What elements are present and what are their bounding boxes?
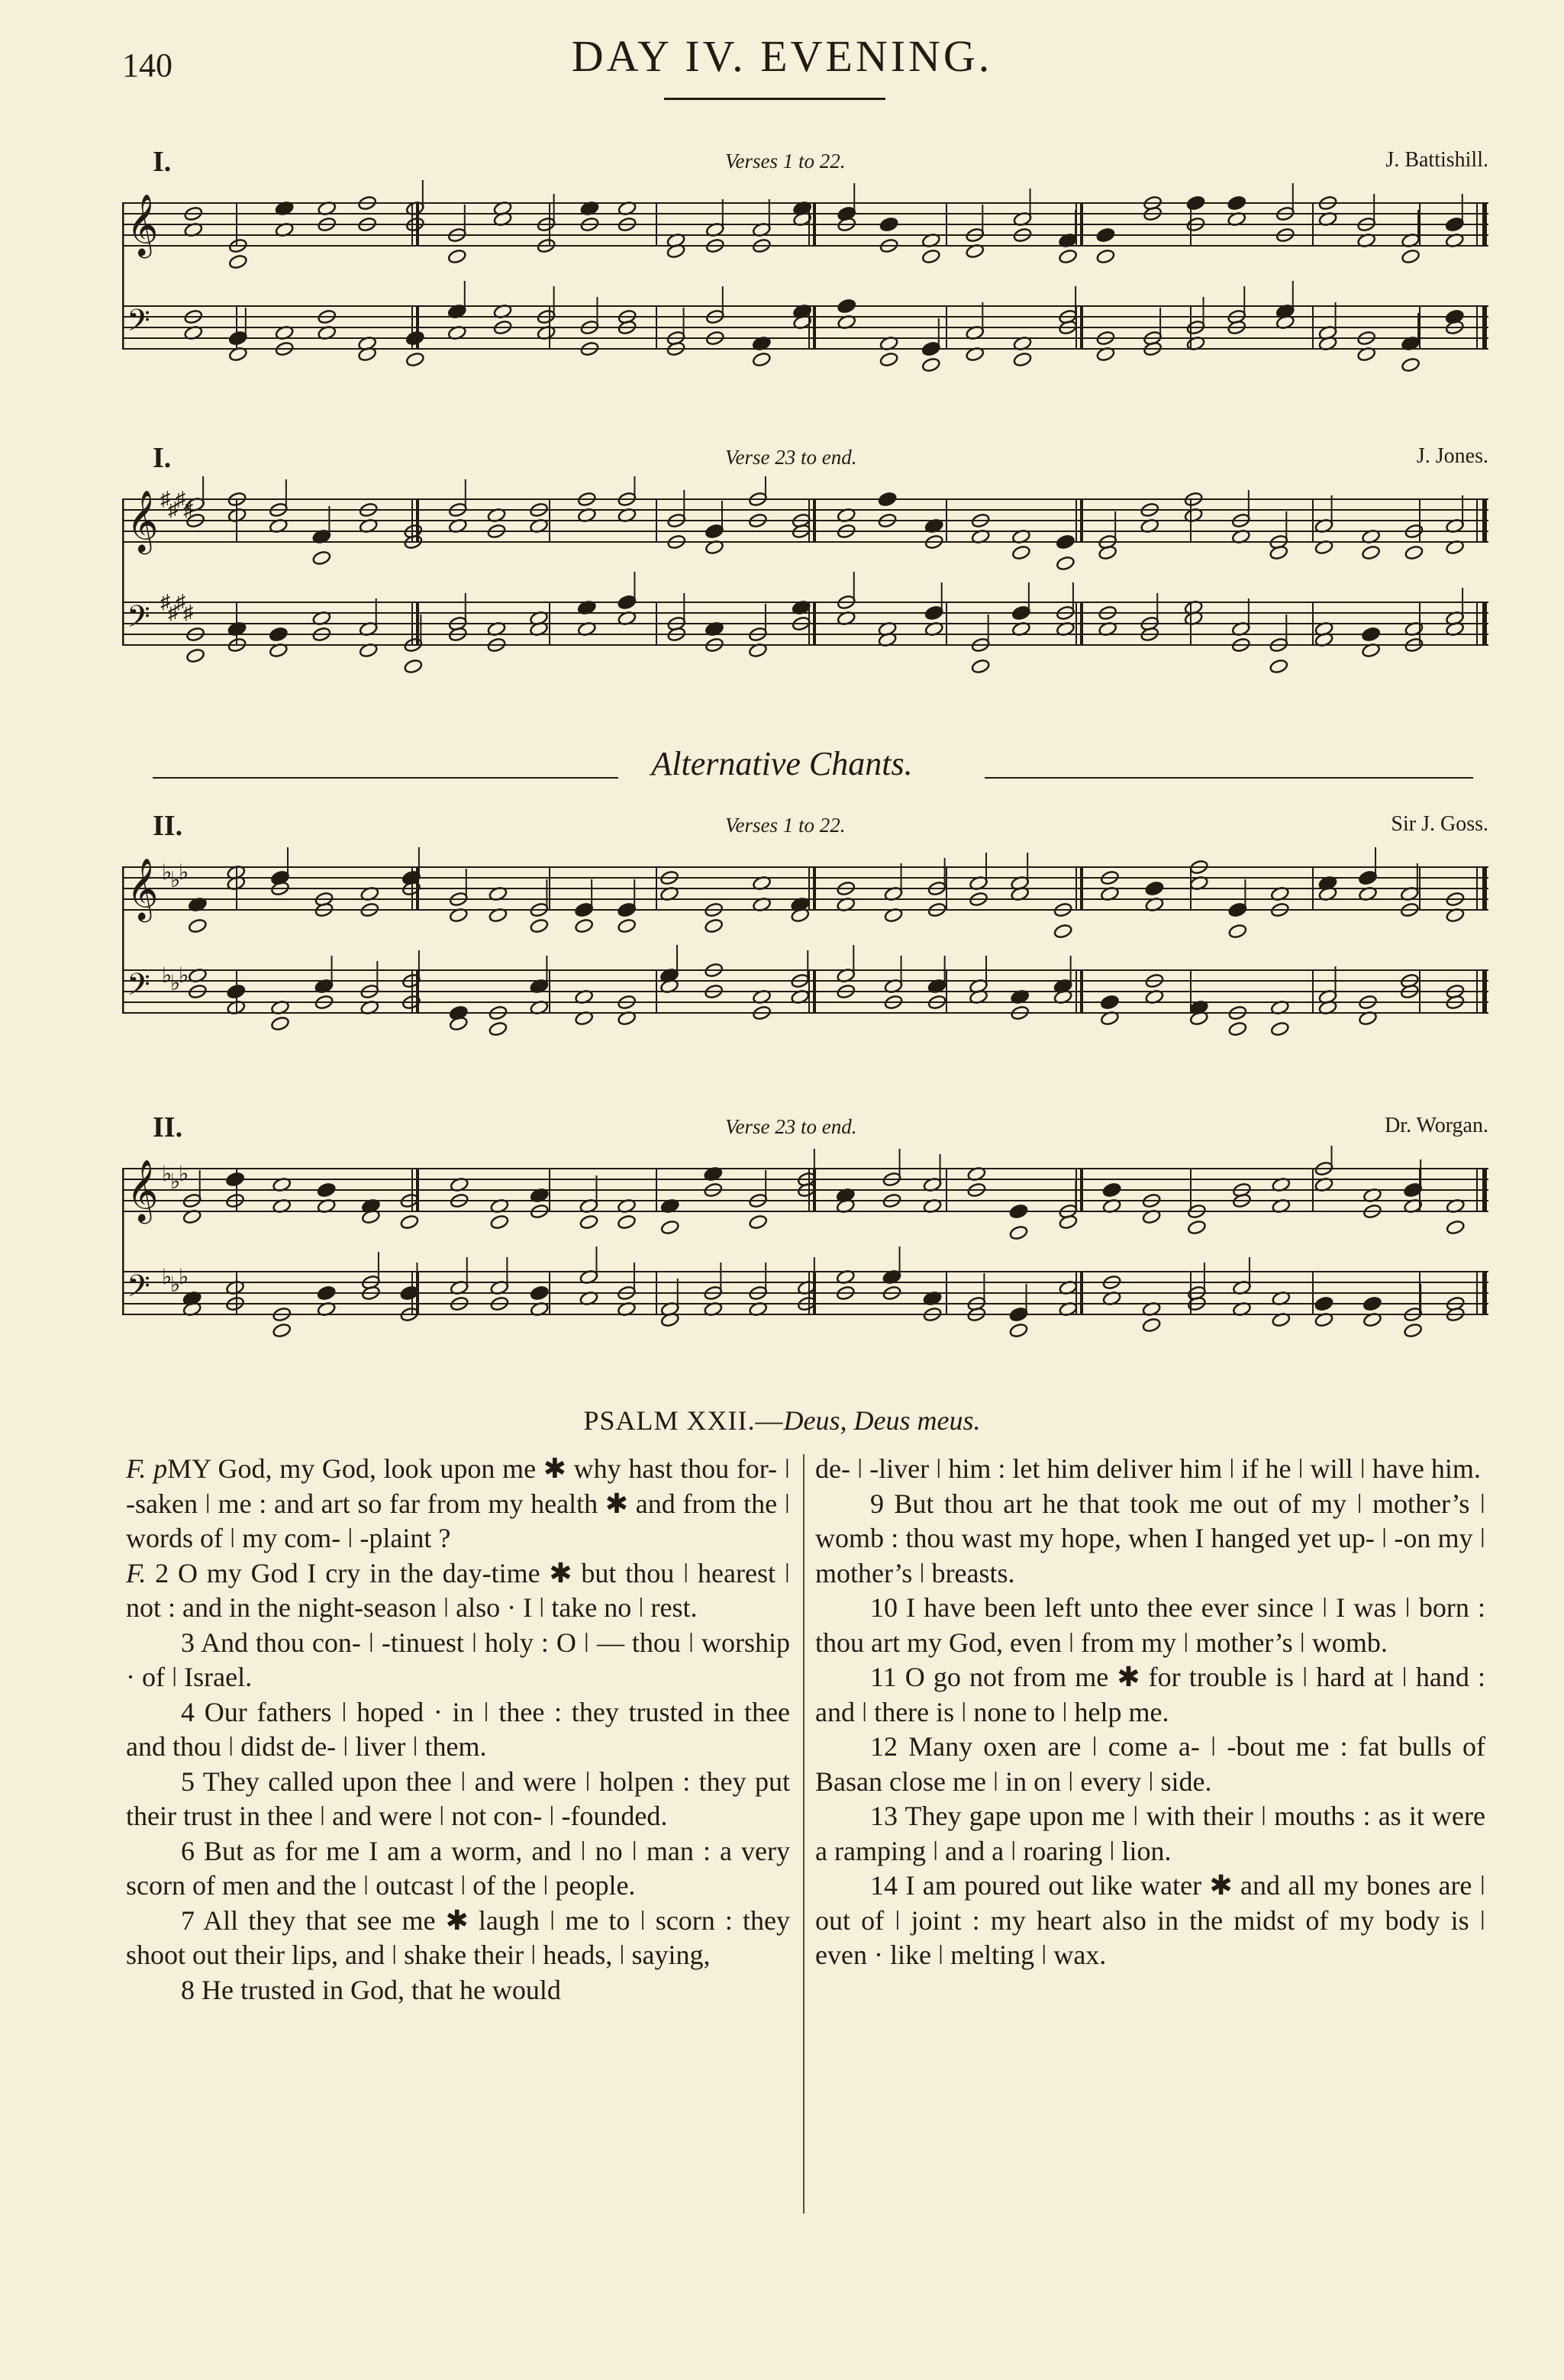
- psalm-verse: de- ǀ -liver ǀ him : let him deliver him ǀ if he ǀ will ǀ have him.: [815, 1453, 1481, 1484]
- chant-verses: Verses 1 to 22.: [725, 150, 846, 173]
- note-head: [1186, 195, 1205, 211]
- note-head: [405, 331, 424, 347]
- chant-3: [122, 809, 1488, 1050]
- music-score: [122, 476, 1488, 682]
- note-head: [225, 1172, 244, 1188]
- flat-icon: ♭: [179, 1163, 189, 1186]
- treble-clef-icon: 𝄞: [127, 857, 159, 920]
- chant-verses: Verse 23 to end.: [725, 1115, 857, 1138]
- treble-clef-icon: 𝄞: [127, 1159, 159, 1221]
- flat-icon: ♭: [162, 1163, 173, 1186]
- chant-4: [122, 1111, 1488, 1352]
- page-number: 140: [122, 47, 173, 84]
- note-head: [1011, 605, 1030, 621]
- pointing-mark: F. p: [126, 1453, 168, 1484]
- note-head: [530, 1285, 549, 1301]
- psalm-latin-title: Deus, Deus meus.: [783, 1405, 981, 1436]
- chant-number: I.: [153, 146, 172, 178]
- sharp-icon: ♯: [183, 601, 193, 624]
- note-head: [878, 492, 897, 508]
- note-head: [837, 298, 856, 314]
- music-score: [122, 844, 1488, 1050]
- music-score: [122, 1146, 1488, 1352]
- sharp-icon: ♯: [183, 498, 193, 521]
- chant-2: [122, 441, 1488, 682]
- flat-icon: ♭: [170, 972, 181, 995]
- psalm-left-column: [126, 1452, 790, 2008]
- note-head: [1056, 534, 1075, 550]
- note-head: [1445, 217, 1464, 233]
- note-head: [1228, 902, 1247, 918]
- note-head: [1145, 881, 1164, 897]
- sharp-icon: ♯: [176, 591, 185, 613]
- flat-icon: ♭: [170, 1273, 181, 1297]
- note-head: [1362, 1296, 1382, 1312]
- note-head: [1361, 627, 1380, 643]
- flat-icon: ♭: [170, 1170, 181, 1194]
- note-head: [227, 984, 246, 1000]
- sharp-icon: ♯: [176, 488, 185, 510]
- note-head: [1100, 995, 1119, 1011]
- flat-icon: ♭: [162, 964, 173, 988]
- chant-composer: J. Jones.: [1416, 444, 1488, 468]
- note-head: [228, 331, 247, 347]
- flat-icon: ♭: [179, 861, 189, 885]
- note-head: [1009, 1204, 1028, 1220]
- chant-verses: Verse 23 to end.: [725, 446, 857, 469]
- flat-icon: ♭: [179, 964, 189, 988]
- psalm-verse: 11 O go not from me ✱ for trouble is ǀ hard at ǀ hand : and ǀ there is ǀ none to ǀ help me.: [815, 1662, 1485, 1727]
- section-title-text: Alternative Chants.: [645, 745, 918, 782]
- note-head: [705, 524, 724, 540]
- psalm-verse: 13 They gape upon me ǀ with their ǀ mouths : as it were a ramping ǀ and a ǀ roaring ǀ lion.: [815, 1801, 1485, 1866]
- psalm-verse: 10 I have been left unto thee ever since ǀ I was ǀ born : thou art my God, even ǀ from my ǀ mother’s ǀ womb.: [815, 1592, 1485, 1658]
- psalm-verse: 4 Our fathers ǀ hoped · in ǀ thee : they trusted in thee and thou ǀ didst de- ǀ liver ǀ them.: [126, 1696, 790, 1762]
- psalm-verse: 9 But thou art he that took me out of my ǀ mother’s ǀ womb : thou wast my hope, when I hanged yet up- ǀ -on my ǀ mother’s ǀ breasts.: [815, 1488, 1485, 1588]
- chant-number: II.: [153, 810, 183, 842]
- running-head: DAY IV. EVENING.: [571, 31, 993, 81]
- sharp-icon: ♯: [168, 498, 178, 521]
- pointing-mark: F.: [126, 1557, 147, 1588]
- note-head: [317, 1182, 336, 1198]
- psalm-title: PSALM XXII.—: [583, 1405, 784, 1436]
- section-title: [0, 744, 1564, 783]
- chant-composer: Dr. Worgan.: [1385, 1114, 1488, 1137]
- flat-icon: ♭: [179, 1266, 189, 1289]
- note-head: [1009, 1307, 1028, 1323]
- note-head: [924, 605, 943, 621]
- psalm-verse: 7 All they that see me ✱ laugh ǀ me to ǀ scorn : they shoot out their lips, and ǀ shake their ǀ heads, ǀ saying,: [126, 1904, 790, 1970]
- psalm-verse: 14 I am poured out like water ✱ and all my bones are ǀ out of ǀ joint : my heart also in the midst of my body is ǀ even · like ǀ melting ǀ wax.: [815, 1870, 1485, 1970]
- chant-composer: Sir J. Goss.: [1391, 812, 1488, 836]
- note-head: [1358, 870, 1377, 886]
- head-rule: [664, 98, 885, 100]
- bass-clef-icon: 𝄢: [127, 303, 150, 346]
- note-head: [1227, 195, 1246, 211]
- sharp-icon: ♯: [160, 488, 170, 510]
- flat-icon: ♭: [170, 869, 181, 892]
- treble-clef-icon: 𝄞: [127, 193, 159, 256]
- psalm-verse: 3 And thou con- ǀ -tinuest ǀ holy : O ǀ — thou ǀ worship · of ǀ Israel.: [126, 1627, 790, 1692]
- note-head: [1314, 1296, 1333, 1312]
- note-head: [921, 341, 940, 357]
- psalm-verse: 8 He trusted in God, that he would: [181, 1974, 561, 2005]
- note-head: [1102, 1182, 1121, 1198]
- note-head: [879, 217, 898, 233]
- note-head: [617, 902, 636, 918]
- chant-number: I.: [153, 442, 172, 474]
- note-head: [317, 1285, 336, 1301]
- psalm-verse: 6 But as for me I am a worm, and ǀ no ǀ man : a very scorn of men and the ǀ outcast ǀ of the ǀ people.: [126, 1835, 790, 1901]
- sharp-icon: ♯: [160, 591, 170, 613]
- chant-1: [122, 145, 1488, 386]
- psalm-verse: 5 They called upon thee ǀ and were ǀ holpen : they put their trust in thee ǀ and were ǀ not con- ǀ -founded.: [126, 1766, 790, 1831]
- note-head: [269, 627, 288, 643]
- psalm-heading: [0, 1404, 1564, 1437]
- psalm-right-column: [815, 1452, 1485, 1973]
- note-head: [618, 595, 637, 611]
- flat-icon: ♭: [162, 861, 173, 885]
- bass-clef-icon: 𝄢: [127, 1269, 150, 1311]
- note-head: [574, 902, 593, 918]
- psalm-verse: F. pMY God, my God, look upon me ✱ why hast thou for- ǀ -saken ǀ me : and art so far from my health ✱ and from the ǀ words of ǀ my com- ǀ -plaint ?: [126, 1453, 790, 1553]
- music-score: [122, 180, 1488, 386]
- sharp-icon: ♯: [168, 601, 178, 624]
- note-head: [1096, 227, 1115, 243]
- psalm-verse: F. 2 O my God I cry in the day-time ✱ but thou ǀ hearest ǀ not : and in the night-season ǀ also · I ǀ take no ǀ rest.: [126, 1557, 790, 1623]
- flat-icon: ♭: [162, 1266, 173, 1289]
- column-divider: [803, 1454, 805, 2214]
- psalm-verse: 12 Many oxen are ǀ come a- ǀ -bout me : fat bulls of Basan close me ǀ in on ǀ every ǀ side.: [815, 1731, 1485, 1797]
- chant-verses: Verses 1 to 22.: [725, 814, 846, 837]
- chant-number: II.: [153, 1111, 183, 1143]
- bass-clef-icon: 𝄢: [127, 967, 150, 1010]
- bass-clef-icon: 𝄢: [127, 599, 150, 642]
- chant-composer: J. Battishill.: [1385, 148, 1488, 172]
- treble-clef-icon: 𝄞: [127, 489, 159, 552]
